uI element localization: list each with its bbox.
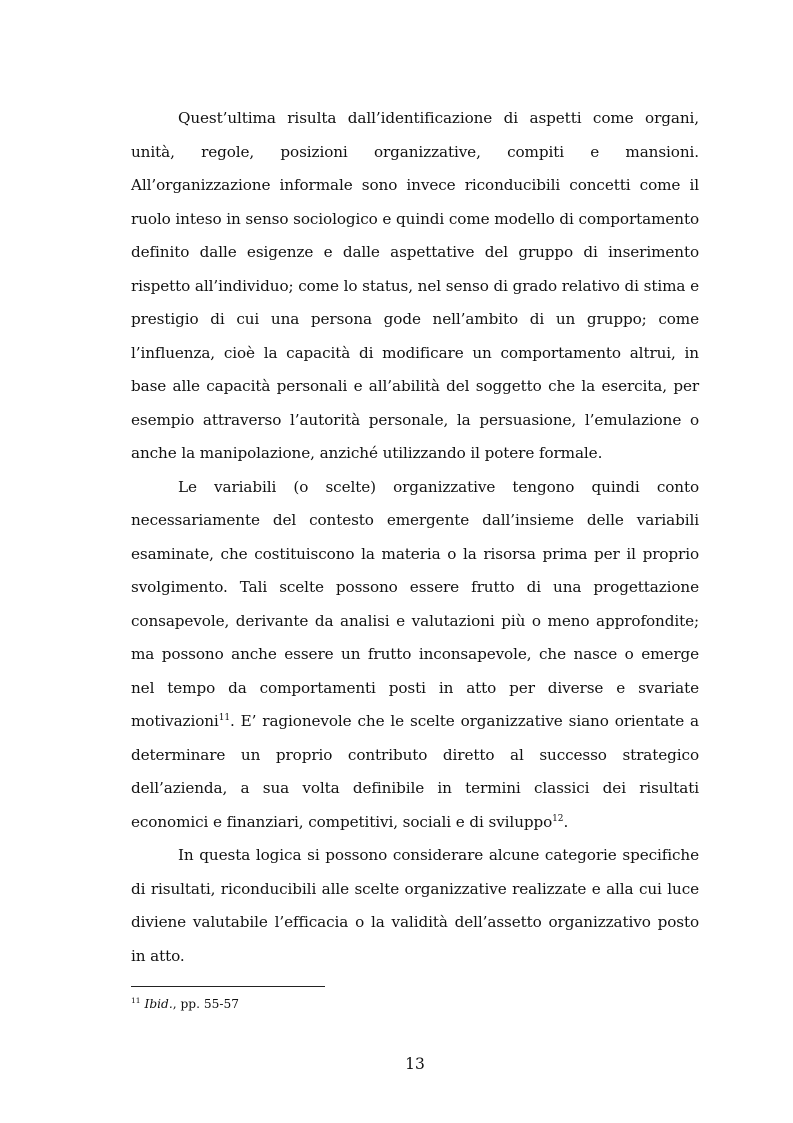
page-number: 13 xyxy=(405,1055,425,1073)
footnote-ibid: Ibid. xyxy=(144,997,173,1011)
footnote-11 xyxy=(131,996,699,1012)
footnote-pages: , pp. 55-57 xyxy=(172,997,239,1011)
footnote-reference-12[interactable]: 12 xyxy=(552,813,564,824)
paragraph-2-text-c: . xyxy=(563,812,569,831)
paragraph-2-text-a: Le variabili (o scelte) organizzative tengono quindi conto necessariamente del contesto emergente dall’insieme delle variabili esaminate, che costituiscono la materia o la risorsa prima per il proprio svolgimento. Tali scelte possono essere frutto di una progettazione consapevole, derivante da analisi e valutazioni più o meno approfondite; ma possono anche essere un frutto inconsapevole, che nasce o emerge nel tempo da comportamenti posti in atto per diverse e svariate motivazioni xyxy=(131,477,699,730)
footnote-number: 11 xyxy=(131,995,141,1005)
body-text xyxy=(131,102,699,973)
paragraph-1-text: Quest’ultima risulta dall’identificazione di aspetti come organi, unità, regole, posizioni organizzative, compiti e mansioni. All’organizzazione informale sono invece riconducibili concetti come il ruolo inteso in senso sociologico e quindi come modello di comportamento definito dalle esigenze e dalle aspettative del gruppo di inserimento rispetto all’individuo; come lo status, nel senso di grado relativo di stima e prestigio di cui una persona gode nell’ambito di un gruppo; come l’influenza, cioè la capacità di modificare un comportamento altrui, in base alle capacità personali e all’abilità del soggetto che la esercita, per esempio attraverso l’autorità personale, la persuasione, l’emulazione o anche la manipolazione, anziché utilizzando il potere formale. xyxy=(131,109,699,462)
paragraph-3 xyxy=(131,839,699,973)
paragraph-2-text-b: . E’ ragionevole che le scelte organizzative siano orientate a determinare un proprio contributo diretto al successo strategico dell’azienda, a sua volta definibile in termini classici dei risultati economici e finanziari, competitivi, sociali e di sviluppo xyxy=(131,712,699,831)
paragraph-1 xyxy=(131,102,699,471)
footnote-reference-11[interactable]: 11 xyxy=(218,712,230,723)
paragraph-2 xyxy=(131,471,699,840)
paragraph-3-text: In questa logica si possono considerare alcune categorie specifiche di risultati, riconducibili alle scelte organizzative realizzate e alla cui luce diviene valutabile l’efficacia o la validità dell’assetto organizzativo posto in atto. xyxy=(131,846,699,965)
footnote-separator xyxy=(131,986,325,987)
